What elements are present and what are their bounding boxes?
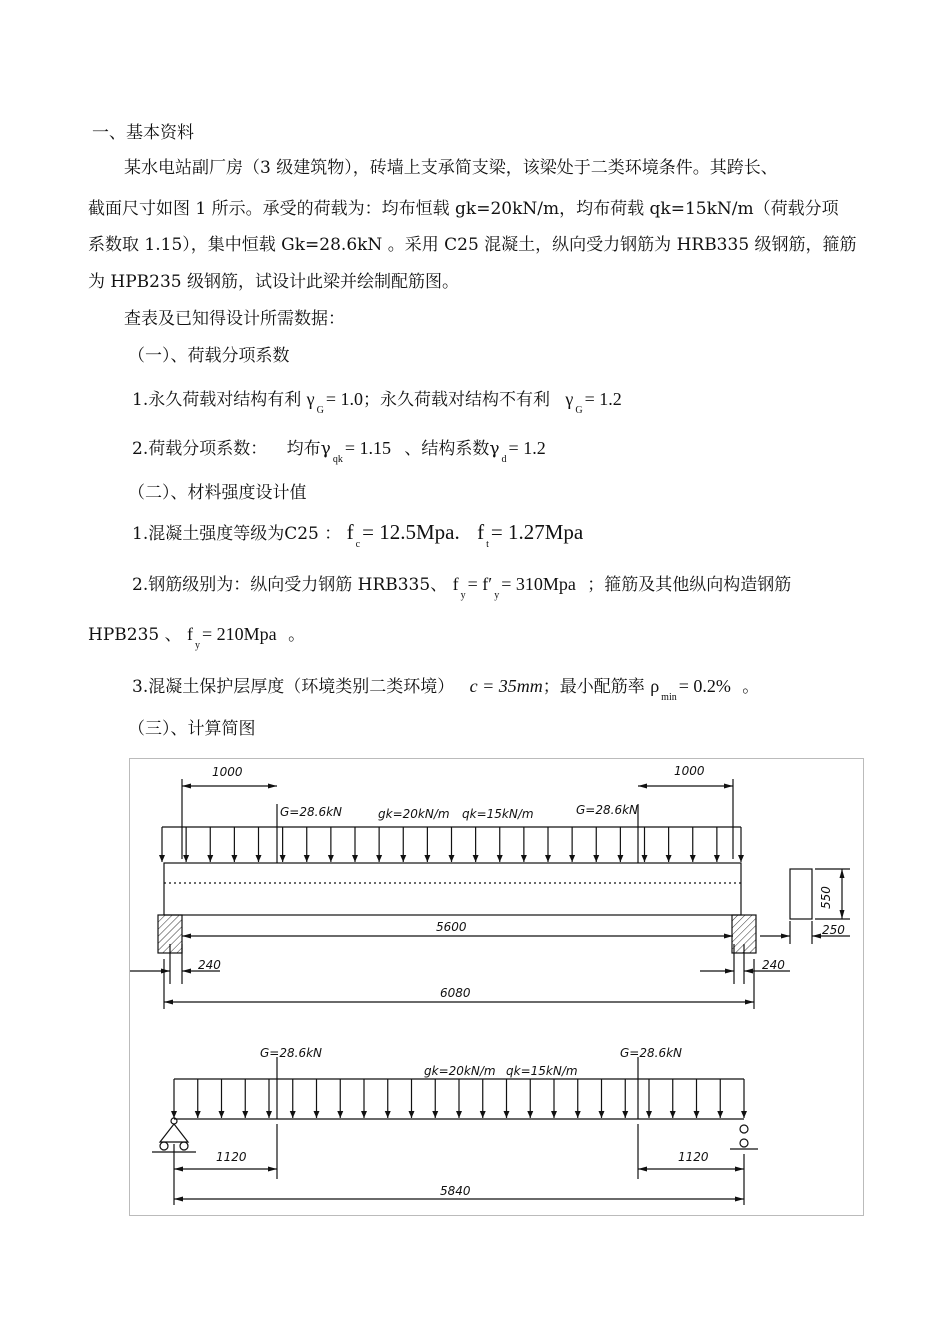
paragraph-line-2: 截面尺寸如图 1 所示。承受的荷载为：均布恒载 gk=20kN/m，均布荷载 qk=15kN/m（荷载分项 <box>88 199 839 219</box>
dim-a-left-1120: 1120 <box>216 1150 247 1164</box>
bottom-qk-label: qk=15kN/m <box>506 1064 578 1078</box>
section-calc-diagram: （三）、计算简图 <box>128 719 256 739</box>
dim-wall-right-240: 240 <box>762 958 785 972</box>
line-load-factor-2: 2.荷载分项系数： 均布$\gamma_{qk}= 1.15$ 、结构系数$\gamma_d= 1.2$ <box>132 438 546 465</box>
top-qk-label: qk=15kN/m <box>462 807 534 821</box>
calculation-diagram <box>129 758 864 1216</box>
heading-basic-info: 一、基本资料 <box>92 123 194 143</box>
line-concrete-strength: 1.混凝土强度等级为C25 ： $f_c= 12.5Mpa$. $f_t= 1.27Mpa$ <box>132 520 584 550</box>
line-cover-thickness: 3.混凝土保护层厚度（环境类别二类环境） c = 35mm；最小配筋率 $\rho_{min}= 0.2\%$ 。 <box>132 676 760 703</box>
dim-right-1000: 1000 <box>674 764 705 778</box>
dim-span-5600: 5600 <box>436 920 467 934</box>
calculation-diagram-svg <box>130 759 863 1215</box>
section-material-strength: （二）、材料强度设计值 <box>128 483 307 503</box>
dim-a-right-1120: 1120 <box>678 1150 709 1164</box>
top-G-right-label: G=28.6kN <box>576 803 638 817</box>
top-gk-label: gk=20kN/m <box>378 807 450 821</box>
line-steel-grade: 2.钢筋级别为：纵向受力钢筋 HRB335、 $f_y= f'_y= 310Mpa$ ；箍筋及其他纵向构造钢筋 <box>132 574 792 601</box>
top-beam <box>164 863 741 915</box>
data-intro: 查表及已知得设计所需数据： <box>124 309 345 329</box>
bottom-G-left-label: G=28.6kN <box>260 1046 322 1060</box>
paragraph-line-1: 某水电站副厂房（3 级建筑物），砖墙上支承简支梁，该梁处于二类环境条件。其跨长、 <box>124 158 778 178</box>
dim-section-height-550: 550 <box>819 886 833 909</box>
dim-section-width-250: 250 <box>822 923 845 937</box>
paragraph-line-4: 为 HPB235 级钢筋，试设计此梁并绘制配筋图。 <box>88 272 460 292</box>
bottom-load-arrows <box>174 1079 744 1118</box>
bottom-beam-diagram <box>152 1057 758 1205</box>
dim-total-6080: 6080 <box>440 986 471 1000</box>
cross-section <box>790 869 812 919</box>
dim-left-1000: 1000 <box>212 765 243 779</box>
dim-span-5840: 5840 <box>440 1184 471 1198</box>
paragraph-line-3: 系数取 1.15），集中恒载 Gk=28.6kN 。采用 C25 混凝土，纵向受力钢筋为 HRB335 级钢筋，箍筋 <box>88 235 857 255</box>
top-G-left-label: G=28.6kN <box>280 805 342 819</box>
section-load-factors: （一）、荷载分项系数 <box>128 346 290 366</box>
dim-wall-left-240: 240 <box>198 958 221 972</box>
top-load-arrows <box>162 827 741 862</box>
line-hpb235: HPB235 、 $f_y= 210Mpa$ 。 <box>88 624 306 651</box>
line-load-factor-1: 1.永久荷载对结构有利 $\gamma_G= 1.0$；永久荷载对结构不有利 $\gamma_G= 1.2$ <box>132 389 622 416</box>
bottom-gk-label: gk=20kN/m <box>424 1064 496 1078</box>
bottom-G-right-label: G=28.6kN <box>620 1046 682 1060</box>
